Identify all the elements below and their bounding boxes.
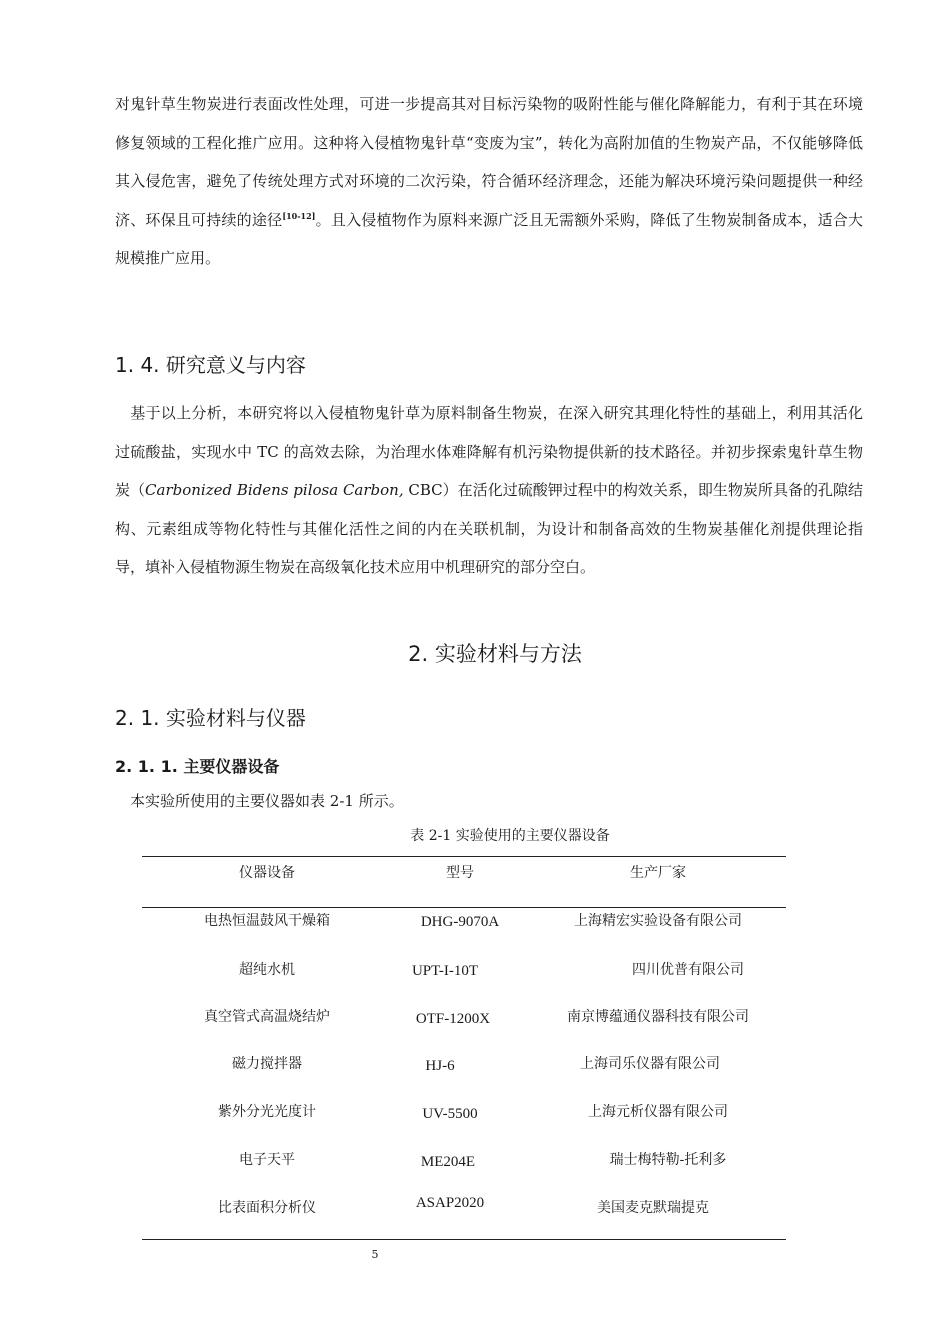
table-cell-manufacturer: 瑞士梅特勒-托利多 bbox=[609, 1152, 727, 1168]
table-cell-manufacturer: 上海元析仪器有限公司 bbox=[588, 1104, 728, 1120]
intro-text: 对鬼针草生物炭进行表面改性处理，可进一步提高其对目标污染物的吸附性能与催化降解能力，有利于其在环境修复领域的工程化推广应用。这种将入侵植物鬼针草“变废为宝”，转化为高附加值的生物炭产品，不仅能够降低其入侵危害，避免了传统处理方式对环境的二次污染，符合循环经济理念，还能为解决环境污染问题提供一种经济、环保且可持续的途径 bbox=[115, 95, 863, 229]
table-header-rule bbox=[142, 907, 786, 908]
citation[interactable]: [10-12] bbox=[282, 210, 316, 221]
header-cell-manufacturer: 生产厂家 bbox=[630, 865, 686, 881]
table-cell-model: OTF-1200X bbox=[415, 1011, 491, 1027]
section-1-4-text: 基于以上分析，本研究将以入侵植物鬼针草为原料制备生物炭，在深入研究其理化特性的基础上，利用其活化过硫酸盐，实现水中 TC 的高效去除，为治理水体难降解有机污染物提供新的技术路径。并初步探索鬼针草生物炭（ bbox=[115, 404, 863, 499]
section-1-4-italic: Carbonized Bidens pilosa Carbon, bbox=[145, 481, 404, 499]
table-top-rule bbox=[142, 856, 786, 857]
intro-text-end: 。且入侵植物作为原料来源广泛且无需额外采购，降低了生物炭制备成本，适合大规模推广应用。 bbox=[115, 210, 863, 267]
table-cell-manufacturer: 四川优普有限公司 bbox=[632, 962, 744, 978]
table-cell-model: HJ-6 bbox=[425, 1058, 455, 1074]
table-cell-equipment: 电热恒温鼓风干燥箱 bbox=[204, 913, 330, 929]
table-cell-model: ASAP2020 bbox=[415, 1195, 485, 1211]
table-cell-model: UV-5500 bbox=[422, 1106, 478, 1122]
table-cell-model: UPT-I-10T bbox=[411, 963, 479, 979]
intro-paragraph bbox=[115, 85, 863, 278]
header-cell-equipment: 仪器设备 bbox=[239, 865, 295, 881]
section-1-4-text-end: CBC）在活化过硫酸钾过程中的构效关系，即生物炭所具备的孔隙结构、元素组成等物化特性与其催化活性之间的内在关联机制，为设计和制备高效的生物炭基催化剂提供理论指导，填补入侵植物源生物炭在高级氧化技术应用中机理研究的部分空白。 bbox=[115, 481, 863, 576]
table-cell-manufacturer: 美国麦克默瑞提克 bbox=[597, 1200, 709, 1216]
table-cell-manufacturer: 上海司乐仪器有限公司 bbox=[580, 1056, 720, 1072]
table-cell-equipment: 磁力搅拌器 bbox=[232, 1056, 302, 1072]
table-cell-equipment: 比表面积分析仪 bbox=[218, 1200, 316, 1216]
table-cell-equipment: 紫外分光光度计 bbox=[218, 1104, 316, 1120]
section-2-1-heading: 2. 1. 实验材料与仪器 bbox=[115, 706, 306, 730]
table-intro: 本实验所使用的主要仪器如表 2-1 所示。 bbox=[130, 792, 404, 810]
section-1-4-paragraph bbox=[115, 394, 863, 587]
chapter-2-heading: 2. 实验材料与方法 bbox=[408, 642, 582, 666]
table-cell-manufacturer: 南京博蕴通仪器科技有限公司 bbox=[567, 1009, 749, 1025]
table-cell-equipment: 超纯水机 bbox=[239, 962, 295, 978]
section-2-1-1-heading: 2. 1. 1. 主要仪器设备 bbox=[115, 757, 280, 776]
table-cell-model: DHG-9070A bbox=[420, 914, 500, 930]
header-cell-model: 型号 bbox=[446, 865, 474, 881]
section-1-4-heading: 1. 4. 研究意义与内容 bbox=[115, 353, 306, 377]
table-bottom-rule bbox=[142, 1239, 786, 1240]
page-number: 5 bbox=[371, 1248, 379, 1261]
table-caption: 表 2-1 实验使用的主要仪器设备 bbox=[410, 828, 610, 844]
table-cell-manufacturer: 上海精宏实验设备有限公司 bbox=[574, 913, 742, 929]
table-cell-equipment: 真空管式高温烧结炉 bbox=[204, 1009, 330, 1025]
table-cell-equipment: 电子天平 bbox=[239, 1152, 295, 1168]
table-cell-model: ME204E bbox=[420, 1154, 476, 1170]
